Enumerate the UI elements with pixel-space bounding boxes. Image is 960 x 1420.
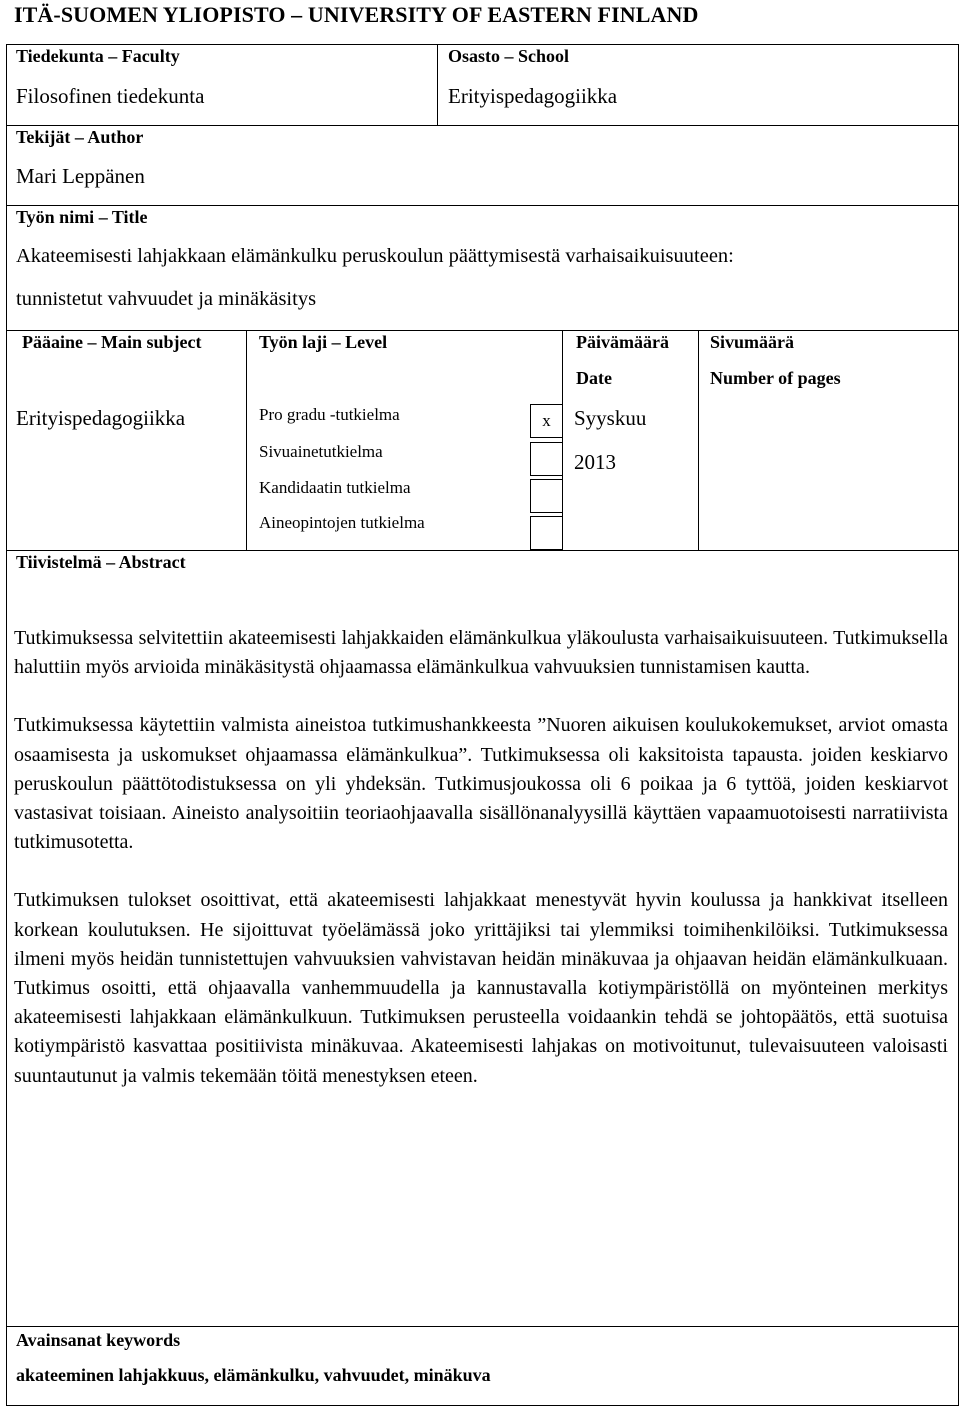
level-label: Työn laji – Level xyxy=(259,332,388,352)
main-subject-label: Pääaine – Main subject xyxy=(22,332,202,352)
pages-label-en: Number of pages xyxy=(710,368,841,388)
date-month: Syyskuu xyxy=(574,406,647,430)
title-line-2: tunnistetut vahvuudet ja minäkäsitys xyxy=(16,288,317,310)
date-year: 2013 xyxy=(574,450,616,474)
school-value: Erityispedagogiikka xyxy=(448,84,618,108)
university-heading: ITÄ-SUOMEN YLIOPISTO – UNIVERSITY OF EASTERN FINLAND xyxy=(14,2,699,27)
level-option-kandidaatti: Kandidaatin tutkielma xyxy=(259,478,411,497)
level-option-aineopinnot: Aineopintojen tutkielma xyxy=(259,513,425,532)
keywords-label: Avainsanat keywords xyxy=(16,1330,181,1350)
level-checkbox-aineopinnot[interactable] xyxy=(530,516,562,550)
abstract-paragraph-2: Tutkimuksessa käytettiin valmista aineistoa tutkimushankkeesta ”Nuoren aikuisen koulukokemukset, arviot omasta osaamisesta ja uskomukset ohjaamassa elämänkulkua”. Tutkimuksessa oli kaksitoista tapausta. joiden keskiarvo peruskoulun päättötodistuksessa on yli yhdeksän. Tutkimusjoukossa oli 6 poikaa ja 6 tyttöä, joiden keskiarvot vastasivat toisiaan. Aineisto analysoitiin teoriaohjaavalla sisällönanalyysillä käyttäen vapaamuotoisesti narratiivista tutkimusotetta. xyxy=(14,714,948,854)
level-checkbox-pro-gradu[interactable]: x xyxy=(530,404,562,438)
date-label-en: Date xyxy=(576,368,612,388)
author-label: Tekijät – Author xyxy=(16,127,144,147)
abstract-paragraph-1: Tutkimuksessa selvitettiin akateemisesti lahjakkaiden elämänkulkua yläkoulusta varhaisaikuisuuteen. Tutkimuksella haluttiin myös arvioida minäkäsitystä ohjaamassa elämänkulkua vahvuuksien tunnistamisen kautta. xyxy=(14,627,948,679)
abstract-label: Tiivistelmä – Abstract xyxy=(16,552,186,572)
title-label: Työn nimi – Title xyxy=(16,207,148,227)
level-option-pro-gradu: Pro gradu -tutkielma xyxy=(259,405,400,424)
keywords-value: akateeminen lahjakkuus, elämänkulku, vahvuudet, minäkuva xyxy=(16,1365,491,1385)
level-checkbox-kandidaatti[interactable] xyxy=(530,479,562,513)
main-subject-value: Erityispedagogiikka xyxy=(16,406,186,430)
author-value: Mari Leppänen xyxy=(16,164,145,188)
date-label: Päivämäärä xyxy=(576,332,669,352)
title-line-1: Akateemisesti lahjakkaan elämänkulku peruskoulun päättymisestä varhaisaikuisuuteen: xyxy=(16,245,734,267)
faculty-value: Filosofinen tiedekunta xyxy=(16,84,205,108)
abstract-paragraph-3: Tutkimuksen tulokset osoittivat, että akateemisesti lahjakkaat menestyvät hyvin koulussa ja hankkivat itselleen korkean koulutuksen. He sijoittuvat työelämässä joko yrittäjiksi tai ylemmiksi toimihenkilöiksi. Tutkimuksessa ilmeni myös heidän tunnistettujen vahvuuksien vahvistavan heidän minäkuvaa ja ohjaavan heidän elämänkulkuaan. Tutkimus osoitti, että ohjaavalla vanhemmuudella ja kannustavalla kotiympäristöllä on myönteinen merkitys akateemisesti lahjakkaan elämänkulkuun. Tutkimuksen perusteella voidaankin tehdä se johtopäätös, että suotuisa kotiympäristö kasvattaa positiivista minäkuvaa. Akateemisesti lahjakas on motivoitunut, tulevaisuuteen valoisasti suuntautunut ja valmis tekemään töitä menestyksen eteen. xyxy=(14,889,948,1087)
level-option-sivuaine: Sivuainetutkielma xyxy=(259,442,383,461)
pages-label: Sivumäärä xyxy=(710,332,795,352)
faculty-label: Tiedekunta – Faculty xyxy=(16,46,180,66)
level-checkbox-sivuaine[interactable] xyxy=(530,442,562,476)
abstract-body xyxy=(14,624,948,1120)
school-label: Osasto – School xyxy=(448,46,570,66)
